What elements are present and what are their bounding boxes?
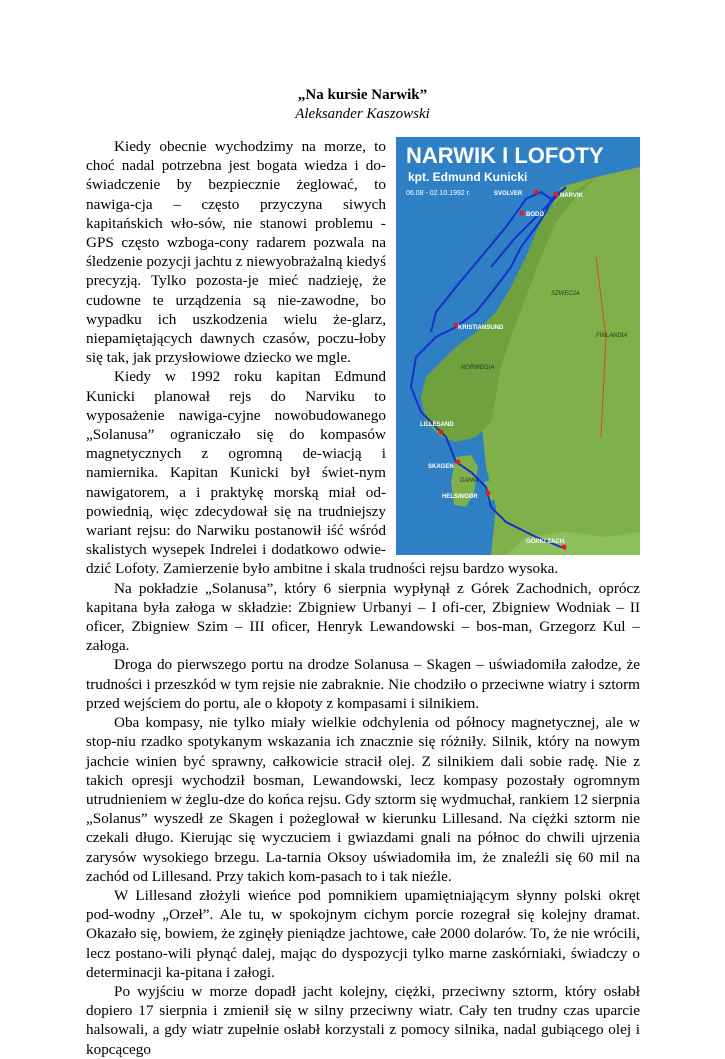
paragraph-4: Droga do pierwszego portu na drodze Solanusa – Skagen – uświadomiła załodze, że trudności i przeszkód w tym rejsie nie zabraknie. Nie chodziło o przeciwne wiatry i sztorm przed wejściem do portu, ale o kłopoty z kompasami i silnikiem. [86, 656, 640, 712]
map-captain: kpt. Edmund Kunicki [408, 170, 528, 184]
paragraph-2: Kiedy w 1992 roku kapitan Edmund Kunicki planował rejs do Narviku to wyposażenie nawiga-cyjne nowobudowanego „Solanusa” ograniczało się do kompasów magnetycznych z ogromną de-wiacją i namiernika. Kapitan Kunicki był świet-nym nawigatorem, a i praktykę morską miał od-powiednią, więc zdecydował się na trudniejszy wariant rejsu: do Narwiku postanowił iść wśród skalistych wysepek Indrelei i dodatkowo odwie-dzić Lofoty. Zamierzenie było ambitne i skala trudności rejsu bardzo wysoka. [86, 368, 559, 578]
label-finlandia: FINLANDIA [596, 333, 628, 339]
article-body [86, 137, 640, 1059]
label-norwegia: NORWEGIA [461, 365, 495, 371]
paragraph-6: W Lillesand złożyli wieńce pod pomnikiem upamiętniającym słynny polski okręt pod-wodny „Orzeł”. Ale tu, w spokojnym cichym porcie rozegrał się kolejny dramat. Okazało się, bowiem, że zginęły pieniądze jachtowe, całe 2000 dolarów. To, że nie wrócili, lecz postano-wili płynąć dalej, mając do dyspozycji tylko marne zaskórniaki, świadczy o determinacji ka-pitana i załogi. [86, 886, 640, 981]
map-dates: 06.08 - 02.10.1992 r. [406, 190, 471, 197]
article-author: Aleksander Kaszowski [295, 106, 430, 122]
paragraph-7: Po wyjściu w morze dopadł jacht kolejny, ciężki, przeciwny sztorm, który osłabł dopiero 17 sierpnia i zmienił się w silny przeciwny wiatr. Cały ten trudny czas uparcie halsowali, a gdy wiatr zupełnie osłabł korzystali z pomocy silnika, nadal gubiącego olej i kopcącego [86, 982, 640, 1058]
label-svolver: SVOLVER [494, 191, 523, 197]
route-map [396, 137, 640, 555]
map-title: NARWIK I LOFOTY [406, 143, 604, 168]
label-bodo: BODÖ [526, 212, 544, 218]
paragraph-5: Oba kompasy, nie tylko miały wielkie odchylenia od północy magnetycznej, ale w stop-niu rzadko spotykanym wskazania ich znacznie się różniły. Silnik, który na nowym jachcie winien być sprawny, całkowicie stracił olej. Z silnikiem dali sobie radę. Nie z takich opresji wychodził bosman, Lewandowski, lecz kompasy pozostały ogromnym utrudnieniem w żeglu-dze do końca rejsu. Gdy sztorm się wydmuchał, rankiem 12 sierpnia „Solanus” wyszedł ze Skagen i pożeglował w kierunku Lillesand. Na ciężki sztorm nie czekali długo. Kierując się wyczuciem i gwiazdami gnali na północ do chwili ujrzenia zarysów wysokiego brzegu. La-tarnia Oksoy uświadomiła im, że znaleźli się 60 mil na zachód od Lillesand. Przy takich kom-pasach to i tak nieźle. [86, 714, 640, 885]
label-kristiansund: KRISTIANSUND [458, 325, 504, 331]
route-map-image [396, 137, 640, 555]
paragraph-1: Kiedy obecnie wychodzimy na morze, to choć nadal potrzebna jest bogata wiedza i do-świadczenie by bezpiecznie żeglować, to nawiga-cja – często przyczyna siwych kapitańskich wło-sów, nie stanowi problemu - GPS często wzboga-cony radarem pozwala na śledzenie pozycji jachtu z niewyobrażalną kiedyś precyzją. Tylko pozosta-je mieć nadzieję, że cudowne te urządzenia są nie-zawodne, bo wypadku ich uszkodzenia wielu że-glarz, niepamiętających dawnych czasów, poczu-łoby się tak, jak przysłowiowe dziecko we mgle. [86, 138, 386, 367]
label-narvik: NARVIK [560, 193, 583, 199]
article-title: „Na kursie Narwik” [297, 87, 428, 103]
label-helsingor: HELSINGØR [442, 494, 478, 500]
label-gorki: GÓRKI ZACH. [526, 539, 566, 545]
label-dania: DANIA [460, 478, 479, 484]
label-skagen: SKAGEN [428, 464, 454, 470]
label-szwecja: SZWECJA [551, 291, 580, 297]
label-lillesand: LILLESAND [420, 422, 454, 428]
paragraph-3: Na pokładzie „Solanusa”, który 6 sierpnia wypłynął z Górek Zachodnich, oprócz kapitana była załoga w składzie: Zbigniew Urbanyi – I ofi-cer, Zbigniew Wodniak – II oficer, Zbigniew Szim – III oficer, Henryk Lewandowski – bos-man, Grzegorz Kul – załoga. [86, 579, 640, 655]
